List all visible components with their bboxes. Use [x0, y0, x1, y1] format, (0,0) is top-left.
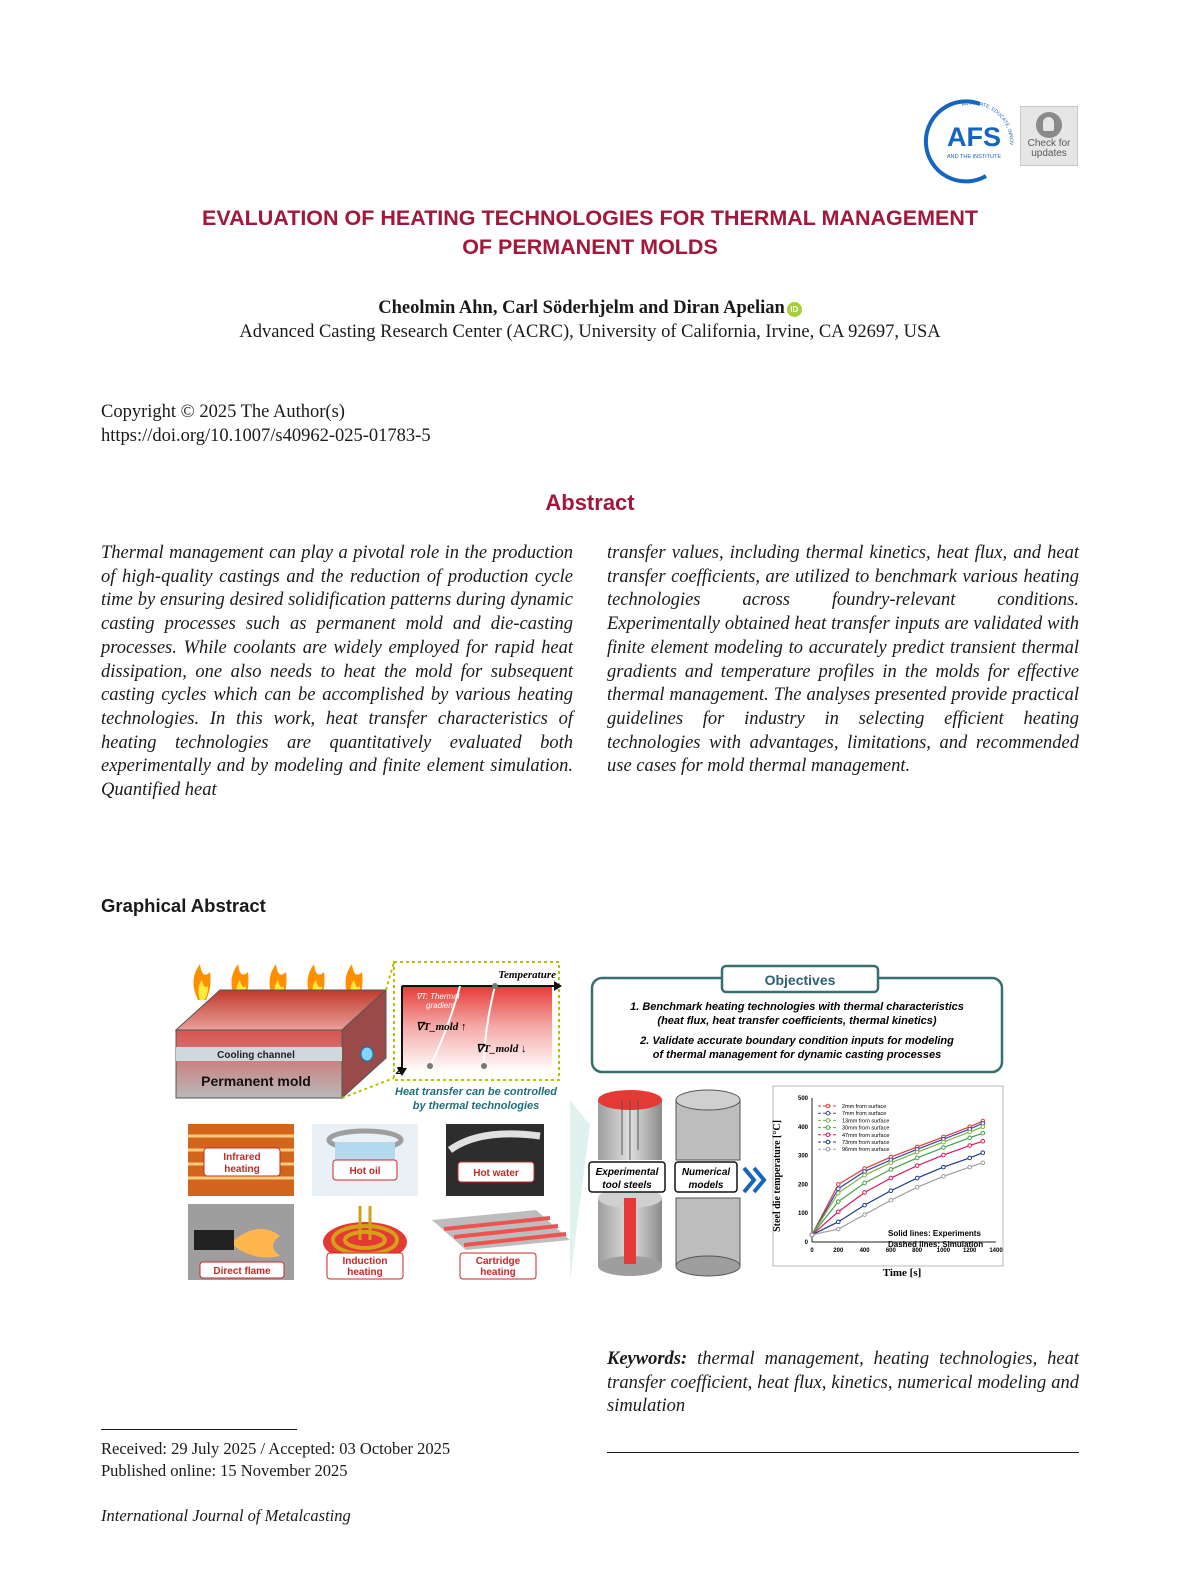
- gradient-note-1: ∇T: Thermal: [416, 992, 460, 1001]
- journal-name: International Journal of Metalcasting: [101, 1506, 351, 1525]
- graphical-abstract-heading: Graphical Abstract: [101, 895, 266, 916]
- afs-logo-text: AFS: [947, 122, 1001, 152]
- gradient-note-2: gradient: [426, 1001, 455, 1010]
- chart-data-point: [981, 1161, 985, 1165]
- orcid-icon[interactable]: iD: [787, 302, 802, 317]
- chart-y-tick-label: 200: [797, 1182, 808, 1189]
- chart-legend-label: 47mm from surface: [842, 1132, 890, 1139]
- dates-block: [101, 1438, 450, 1482]
- chart-legend-marker: [826, 1147, 830, 1151]
- chart-x-tick-label: 800: [912, 1248, 923, 1254]
- authors: [100, 298, 1080, 319]
- afs-logo: [922, 96, 1014, 184]
- chart-data-point: [863, 1203, 867, 1207]
- objective-2b: of thermal management for dynamic casting processes: [652, 1049, 942, 1061]
- gradient-up-label: ∇T_mold ↑: [416, 1021, 467, 1033]
- gradient-caption-2: by thermal technologies: [412, 1100, 540, 1112]
- update-icon: [1036, 112, 1062, 138]
- numerical-label-1: Numerical: [681, 1167, 731, 1178]
- chart-data-point: [942, 1165, 946, 1169]
- chart-legend-marker: [826, 1104, 830, 1108]
- hot-water-label: Hot water: [473, 1168, 519, 1179]
- afs-logo-sub: AND THE INSTITUTE: [947, 154, 1001, 160]
- chart-y-tick-label: 300: [797, 1153, 808, 1160]
- chart-x-axis-label: Time [s]: [882, 1267, 922, 1279]
- chart-y-tick-label: 500: [797, 1096, 808, 1102]
- chart-legend-label: 30mm from surface: [842, 1125, 890, 1132]
- check-for-updates-badge[interactable]: [1020, 106, 1078, 166]
- numerical-label-2: models: [688, 1180, 724, 1191]
- graphical-abstract: [170, 950, 1010, 1290]
- infrared-label-2: heating: [224, 1164, 260, 1175]
- chart-legend-label: 73mm from surface: [842, 1140, 890, 1146]
- cartridge-label-2: heating: [480, 1267, 516, 1278]
- published-online: Published online: 15 November 2025: [101, 1461, 348, 1480]
- chart-data-point: [863, 1213, 867, 1217]
- chart-data-point: [981, 1151, 985, 1155]
- received-accepted: Received: 29 July 2025 / Accepted: 03 October 2025: [101, 1439, 451, 1458]
- objective-2a: 2. Validate accurate boundary condition inputs for modeling: [640, 1035, 954, 1047]
- chart-data-point: [889, 1161, 893, 1165]
- chart-y-tick-label: 100: [797, 1211, 808, 1218]
- chart-x-tick-label: 600: [885, 1248, 896, 1254]
- induction-label-2: heating: [347, 1267, 383, 1278]
- chart-data-point: [942, 1175, 946, 1179]
- chart-x-tick-label: 200: [833, 1248, 844, 1254]
- objectives-box: [592, 966, 1002, 1072]
- chart-x-tick-label: 1400: [989, 1248, 1003, 1254]
- chart-data-point: [863, 1181, 867, 1185]
- chart-data-point: [889, 1198, 893, 1202]
- chart-data-point: [981, 1125, 985, 1129]
- chart-data-point: [915, 1156, 919, 1160]
- keywords-label: Keywords:: [607, 1349, 688, 1369]
- chart-note-experiments: Solid lines: Experiments: [888, 1229, 981, 1238]
- permanent-mold-block: [176, 990, 386, 1098]
- chart-y-tick-label: 400: [797, 1124, 808, 1131]
- copyright: Copyright © 2025 The Author(s): [101, 402, 345, 422]
- chart-x-tick-label: 1000: [936, 1248, 951, 1254]
- chart-legend-label: 2mm from surface: [842, 1104, 887, 1110]
- cooling-channel-label: Cooling channel: [217, 1050, 295, 1061]
- objective-1b: (heat flux, heat transfer coefficients, thermal kinetics): [657, 1015, 937, 1027]
- chart-data-point: [981, 1139, 985, 1143]
- chart-legend-label: 13mm from surface: [842, 1118, 890, 1125]
- title-line-1: EVALUATION OF HEATING TECHNOLOGIES FOR THERMAL MANAGEMENT: [202, 206, 978, 230]
- cartridge-label-1: Cartridge: [475, 1256, 521, 1267]
- objective-1a: 1. Benchmark heating technologies with thermal characteristics: [630, 1001, 964, 1013]
- chart-data-point: [968, 1136, 972, 1140]
- chart-legend-marker: [826, 1140, 830, 1144]
- abstract-heading: Abstract: [545, 490, 635, 515]
- temperature-axis-label: Temperature: [498, 969, 556, 981]
- chart-x-tick-label: 0: [810, 1248, 814, 1254]
- keywords-divider: [607, 1452, 1079, 1453]
- chart-data-point: [915, 1185, 919, 1189]
- hot-oil-label: Hot oil: [349, 1166, 381, 1177]
- chart-y-tick-label: 0: [804, 1240, 808, 1246]
- infrared-label-1: Infrared: [223, 1152, 261, 1163]
- chart-note-simulation: Dashed lines: Simulation: [888, 1240, 984, 1249]
- chart-data-point: [968, 1130, 972, 1134]
- chart-data-point: [836, 1200, 840, 1204]
- permanent-mold-label: Permanent mold: [201, 1073, 311, 1089]
- chart-data-point: [968, 1144, 972, 1148]
- afs-logo-arc: ADVOCATE, EDUCATE, INNOV: [961, 100, 1014, 145]
- check-badge-line1: Check for: [1027, 138, 1071, 149]
- chart-legend-marker: [826, 1126, 830, 1130]
- chart-data-point: [836, 1210, 840, 1214]
- chart-data-point: [863, 1170, 867, 1174]
- experimental-label-1: Experimental: [595, 1167, 659, 1178]
- chart-data-point: [942, 1153, 946, 1157]
- experimental-label-2: tool steels: [602, 1180, 652, 1191]
- keywords-text: thermal management, heating technologies, heat transfer coefficient, heat flux, kinetics, numerical modeling and simulation: [607, 1349, 1079, 1417]
- gradient-caption-1: Heat transfer can be controlled: [395, 1086, 557, 1098]
- direct-flame-label: Direct flame: [213, 1266, 271, 1277]
- copyright-block: [101, 400, 431, 448]
- chart-data-point: [836, 1220, 840, 1224]
- chart-data-point: [836, 1227, 840, 1231]
- chart-data-point: [889, 1168, 893, 1172]
- chart-x-tick-label: 400: [859, 1248, 870, 1254]
- chart-y-axis-label: Steel die temperature [°C]: [772, 1120, 783, 1232]
- chart-legend-marker: [826, 1133, 830, 1137]
- chart-legend-label: 96mm from surface: [842, 1147, 890, 1154]
- chart-data-point: [863, 1173, 867, 1177]
- chart-data-point: [889, 1176, 893, 1180]
- chart-legend-label: 7mm from surface: [842, 1111, 887, 1118]
- doi-link[interactable]: https://doi.org/10.1007/s40962-025-01783-5: [101, 426, 431, 446]
- temperature-chart: [772, 1086, 1003, 1279]
- flow-arrow: [570, 1100, 590, 1280]
- keywords: [607, 1348, 1079, 1419]
- chart-data-point: [968, 1156, 972, 1160]
- chart-x-tick-label: 1200: [963, 1248, 977, 1254]
- chart-data-point: [889, 1189, 893, 1193]
- model-cylinders: [589, 1090, 764, 1276]
- objectives-title: Objectives: [764, 972, 836, 988]
- chart-data-point: [836, 1183, 840, 1187]
- chart-data-point: [810, 1233, 814, 1237]
- z-axis-label: Z: [396, 1066, 403, 1077]
- article-title: [100, 204, 1080, 262]
- chart-data-point: [915, 1176, 919, 1180]
- chart-data-point: [942, 1140, 946, 1144]
- affiliation: Advanced Casting Research Center (ACRC), University of California, Irvine, CA 92697, USA: [239, 322, 941, 342]
- chart-legend-marker: [826, 1119, 830, 1123]
- chart-data-point: [942, 1146, 946, 1150]
- gradient-down-label: ∇T_mold ↓: [476, 1043, 527, 1055]
- chart-data-point: [915, 1164, 919, 1168]
- check-badge-line2: updates: [1031, 148, 1067, 159]
- abstract-left-column: Thermal management can play a pivotal role in the production of high-quality castings and the reduction of production cycle time by ensuring desired solidification patterns during dynamic casting processes such as permanent mold and die-casting processes. While coolants are widely employed for rapid heat dissipation, one also needs to heat the mold for subsequent casting cycles which can be accomplished by various heating technologies. In this work, heat transfer characteristics of heating technologies are quantitatively evaluated both experimentally and by modeling and finite element simulation. Quantified heat: [101, 543, 573, 801]
- abstract-right-column: transfer values, including thermal kinetics, heat flux, and heat transfer coefficients, are utilized to benchmark various heating technologies across foundry-relevant conditions. Experimentally obtained heat transfer inputs are validated with finite element modeling to accurately predict transient thermal gradients and temperature profiles in the molds for effective thermal management. The analyses presented provide practical guidelines for industry in selecting efficient heating technologies with advantages, limitations, and recommended use cases for mold thermal management.: [607, 543, 1079, 777]
- thermal-gradient-panel: [394, 962, 562, 1112]
- heating-technology-grid: [188, 1124, 570, 1280]
- footnote-divider: [101, 1429, 297, 1430]
- chart-legend-marker: [826, 1111, 830, 1115]
- chart-data-point: [981, 1131, 985, 1135]
- author-list: Cheolmin Ahn, Carl Söderhjelm and Diran Apelian: [378, 298, 785, 318]
- chart-data-point: [968, 1165, 972, 1169]
- chart-data-point: [863, 1191, 867, 1195]
- chart-data-point: [915, 1150, 919, 1154]
- induction-label-1: Induction: [342, 1256, 388, 1267]
- chart-data-point: [836, 1187, 840, 1191]
- chart-data-point: [836, 1191, 840, 1195]
- title-line-2: OF PERMANENT MOLDS: [462, 235, 718, 259]
